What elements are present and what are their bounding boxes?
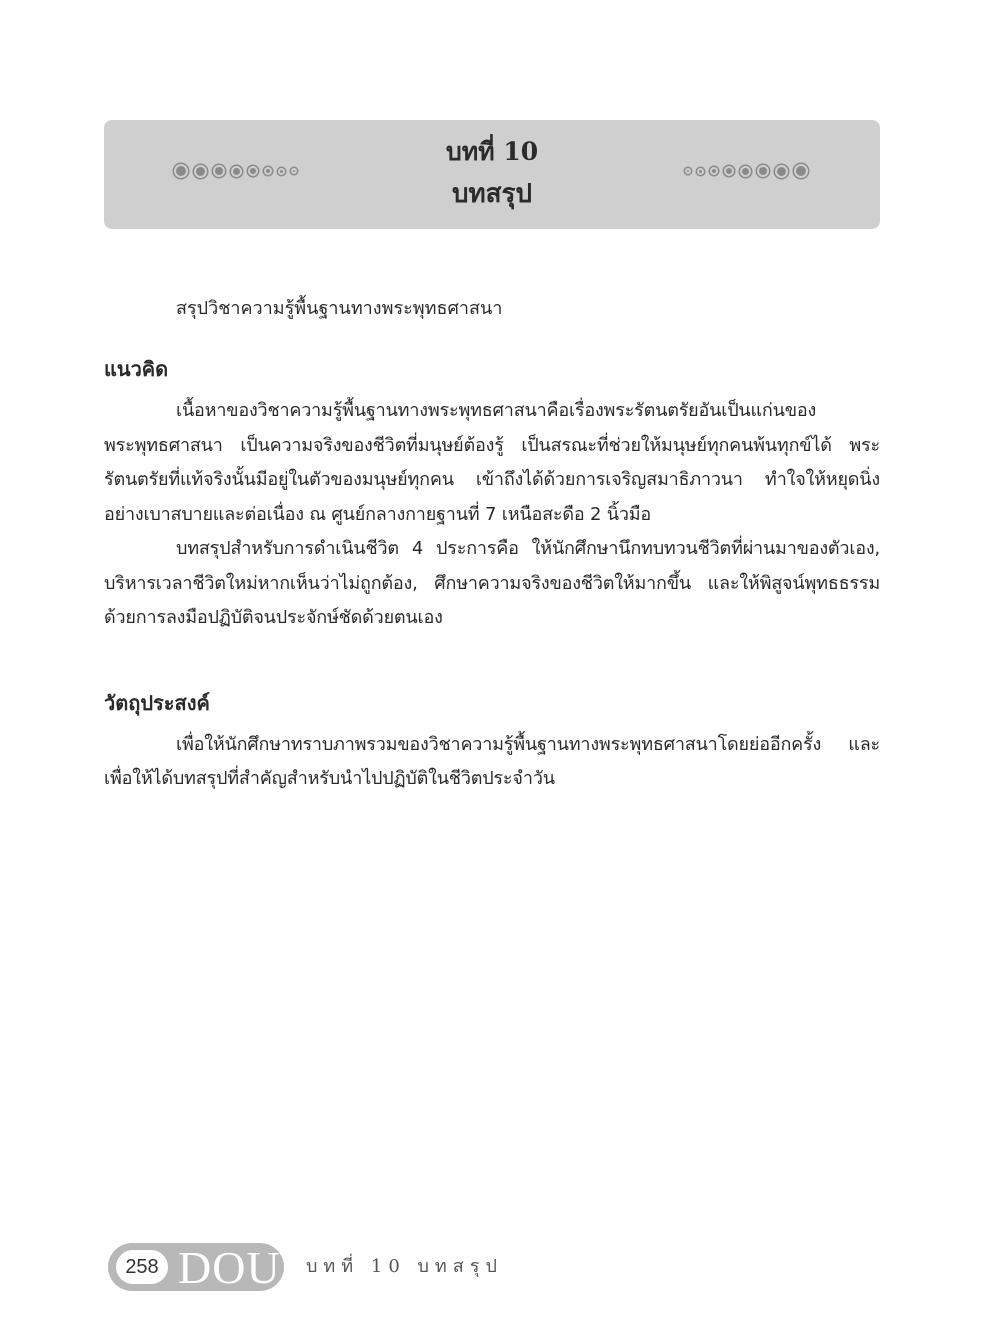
dot-icon bbox=[685, 168, 691, 174]
section-spacer bbox=[104, 636, 880, 686]
page-number: 258 bbox=[116, 1250, 168, 1284]
chapter-title: บทสรุป bbox=[452, 179, 532, 209]
dot-icon bbox=[740, 166, 751, 177]
intro-line: สรุปวิชาความรู้พื้นฐานทางพระพุทธศาสนา bbox=[176, 298, 503, 319]
section-concept bbox=[104, 352, 880, 636]
dot-icon bbox=[697, 168, 704, 175]
paragraph: บทสรุปสำหรับการดำเนินชีวิต 4 ประการคือ ให้นักศึกษานึกทบทวนชีวิตที่ผ่านมาของตัวเอง, บริหารเวลาชีวิตใหม่หากเห็นว่าไม่ถูกต้อง, ศึกษาความจริงของชีวิตให้มากขึ้น และให้พิสูจน์พุทธธรรมด้วยการลงมือปฏิบัติจนประจักษ์ชัดด้วยตนเอง bbox=[104, 538, 880, 628]
paragraph: เพื่อให้นักศึกษาทราบภาพรวมของวิชาความรู้พื้นฐานทางพระพุทธศาสนาโดยย่ออีกครั้ง และเพื่อให้ได้บทสรุปที่สำคัญสำหรับนำไปปฏิบัติในชีวิตประจำวัน bbox=[104, 733, 880, 789]
dot-icon bbox=[724, 166, 734, 176]
page-content bbox=[104, 292, 880, 797]
dot-icon bbox=[710, 167, 718, 175]
dot-icon bbox=[794, 164, 808, 178]
chapter-number: บทที่ 10 bbox=[445, 137, 539, 166]
dot-icon bbox=[775, 165, 788, 178]
section-heading: แนวคิด bbox=[104, 357, 169, 381]
dou-logo: DOU bbox=[178, 1242, 281, 1293]
footer-badge bbox=[108, 1243, 284, 1291]
decorative-dots-right bbox=[685, 164, 808, 178]
paragraph: เนื้อหาของวิชาความรู้พื้นฐานทางพระพุทธศาสนาคือเรื่องพระรัตนตรัยอันเป็นแก่นของพระพุทธศาสนา เป็นความจริงของชีวิตที่มนุษย์ต้องรู้ เป็นสรณะที่ช่วยให้มนุษย์ทุกคนพ้นทุกข์ได้ พระรัตนตรัยที่แท้จริงนั้นมีอยู่ในตัวของมนุษย์ทุกคน เข้าถึงได้ด้วยการเจริญสมาธิภาวนา ทำใจให้หยุดนิ่งอย่างเบาสบายและต่อเนื่อง ณ ศูนย์กลางกายฐานที่ 7 เหนือสะดือ 2 นิ้วมือ bbox=[104, 400, 880, 525]
chapter-banner bbox=[104, 120, 880, 229]
section-objectives bbox=[104, 686, 880, 797]
running-footer-title: บทที่ 10 บทสรุป bbox=[306, 1256, 503, 1277]
dot-icon bbox=[757, 165, 769, 177]
section-heading: วัตถุประสงค์ bbox=[104, 690, 210, 715]
